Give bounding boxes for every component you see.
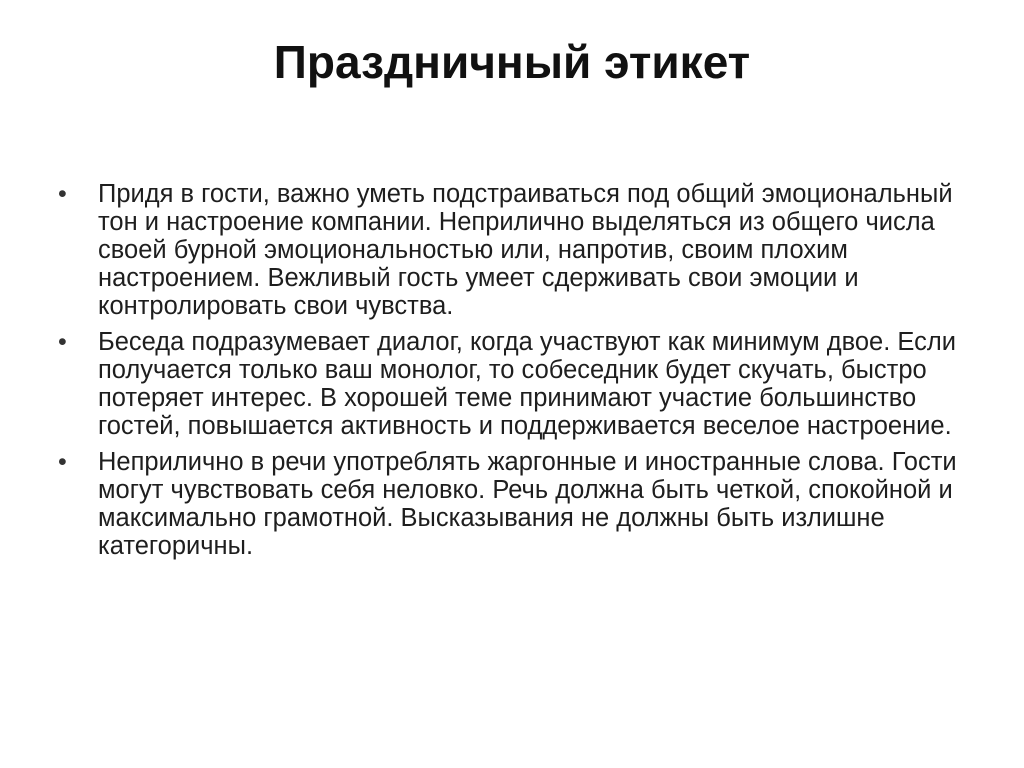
bullet-marker: • [58,448,67,476]
bullet-marker: • [58,180,67,208]
bullet-item-1 [56,180,976,320]
bullet-marker: • [58,328,67,356]
bullet-item-2 [56,328,976,440]
bullet-text: Беседа подразумевает диалог, когда участвуют как минимум двое. Если получается только ваш монолог, то собеседник будет скучать, быстро потеряет интерес. В хорошей теме принимают участие большинство гостей, повышается активность и поддерживается веселое настроение. [98,328,956,440]
bullet-text: Придя в гости, важно уметь подстраиваться под общий эмоциональный тон и настроение компании. Неприлично выделяться из общего числа своей бурной эмоциональностью или, напротив, своим плохим настроением. Вежливый гость умеет сдерживать свои эмоции и контролировать свои чувства. [98,180,953,320]
slide-title: Праздничный этикет [273,36,751,88]
bullet-text: Неприлично в речи употреблять жаргонные и иностранные слова. Гости могут чувствовать себя неловко. Речь должна быть четкой, спокойной и максимально грамотной. Высказывания не должны быть излишне категоричны. [98,448,957,560]
bullet-item-3 [56,448,976,560]
bullet-list [56,180,976,568]
